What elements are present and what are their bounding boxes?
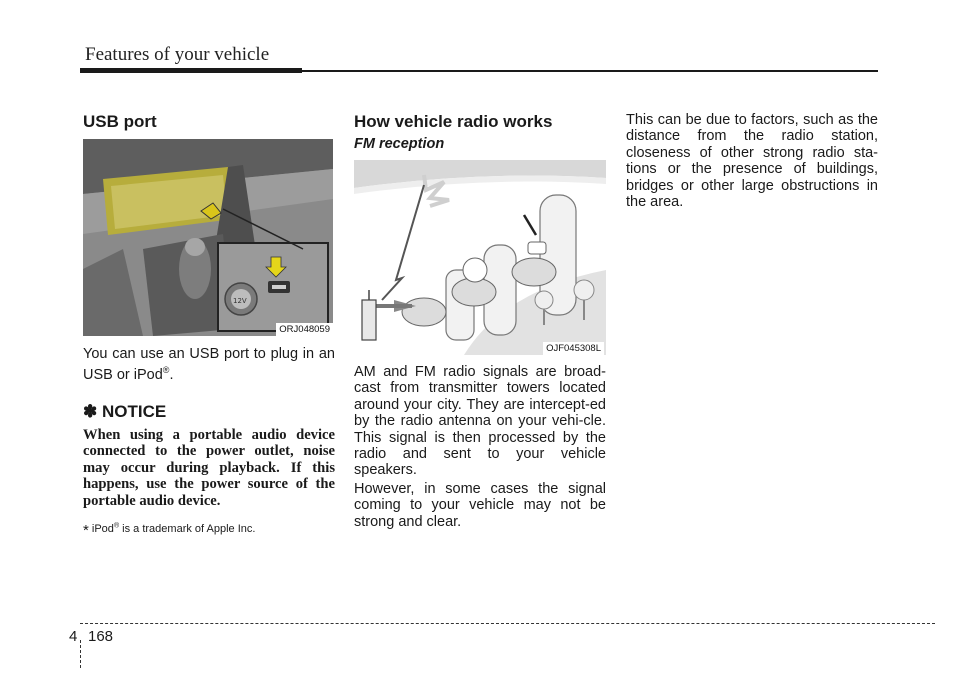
radio-paragraph-1: AM and FM radio signals are broad-cast from transmitter towers located around your city. They are intercept-ed by the radio antenna on your vehi-cle. This signal is then processed by the radio and sent to your vehicle speakers. — [354, 364, 606, 479]
notice-icon: ✽ — [83, 402, 98, 421]
notice-body: When using a portable audio device connected to the power outlet, noise may occur during playback. If this happens, use the power source of the portable audio device. — [83, 427, 335, 509]
radio-figure-label: OJF045308L — [543, 342, 604, 355]
footnote-text: is a trademark of Apple Inc. — [119, 523, 256, 535]
header-rule-thick — [80, 68, 302, 73]
chapter-number: 4 — [69, 628, 78, 645]
footnote-star: * — [83, 522, 89, 539]
radio-heading: How vehicle radio works — [354, 112, 553, 131]
registered-mark: ® — [162, 365, 170, 376]
usb-figure-label: ORJ048059 — [276, 323, 333, 336]
radio-paragraph-3: This can be due to factors, such as the distance from the radio station, closeness of other strong radio sta-tions or the presence of buildings, bridges or other large obstructions in the area. — [626, 112, 878, 211]
notice-title — [83, 402, 166, 422]
fm-reception-subheading: FM reception — [354, 136, 445, 152]
footnote-brand: iPod — [91, 523, 114, 535]
footnote-reg: ® — [113, 522, 120, 530]
page-header-title: Features of your vehicle — [85, 44, 270, 65]
footnote — [83, 522, 255, 539]
usb-text-end: . — [169, 367, 174, 384]
fm-reception-figure — [354, 160, 606, 355]
radio-paragraph-2: However, in some cases the signal coming to your vehicle may not be strong and clear. — [354, 481, 606, 530]
footer-divider — [80, 640, 81, 668]
usb-description — [83, 346, 335, 384]
footer-rule — [80, 623, 935, 624]
usb-port-figure — [83, 139, 333, 336]
usb-text: You can use an USB port to plug in an USB or iPod — [83, 346, 335, 384]
usb-port-heading: USB port — [83, 112, 157, 131]
page-number: 168 — [88, 628, 114, 645]
header-rule — [300, 70, 878, 72]
fm-reception-illustration — [354, 160, 606, 355]
console-illustration — [83, 139, 333, 336]
notice-title-text: NOTICE — [101, 402, 167, 421]
outlet-12v-label: 12V — [233, 297, 247, 305]
